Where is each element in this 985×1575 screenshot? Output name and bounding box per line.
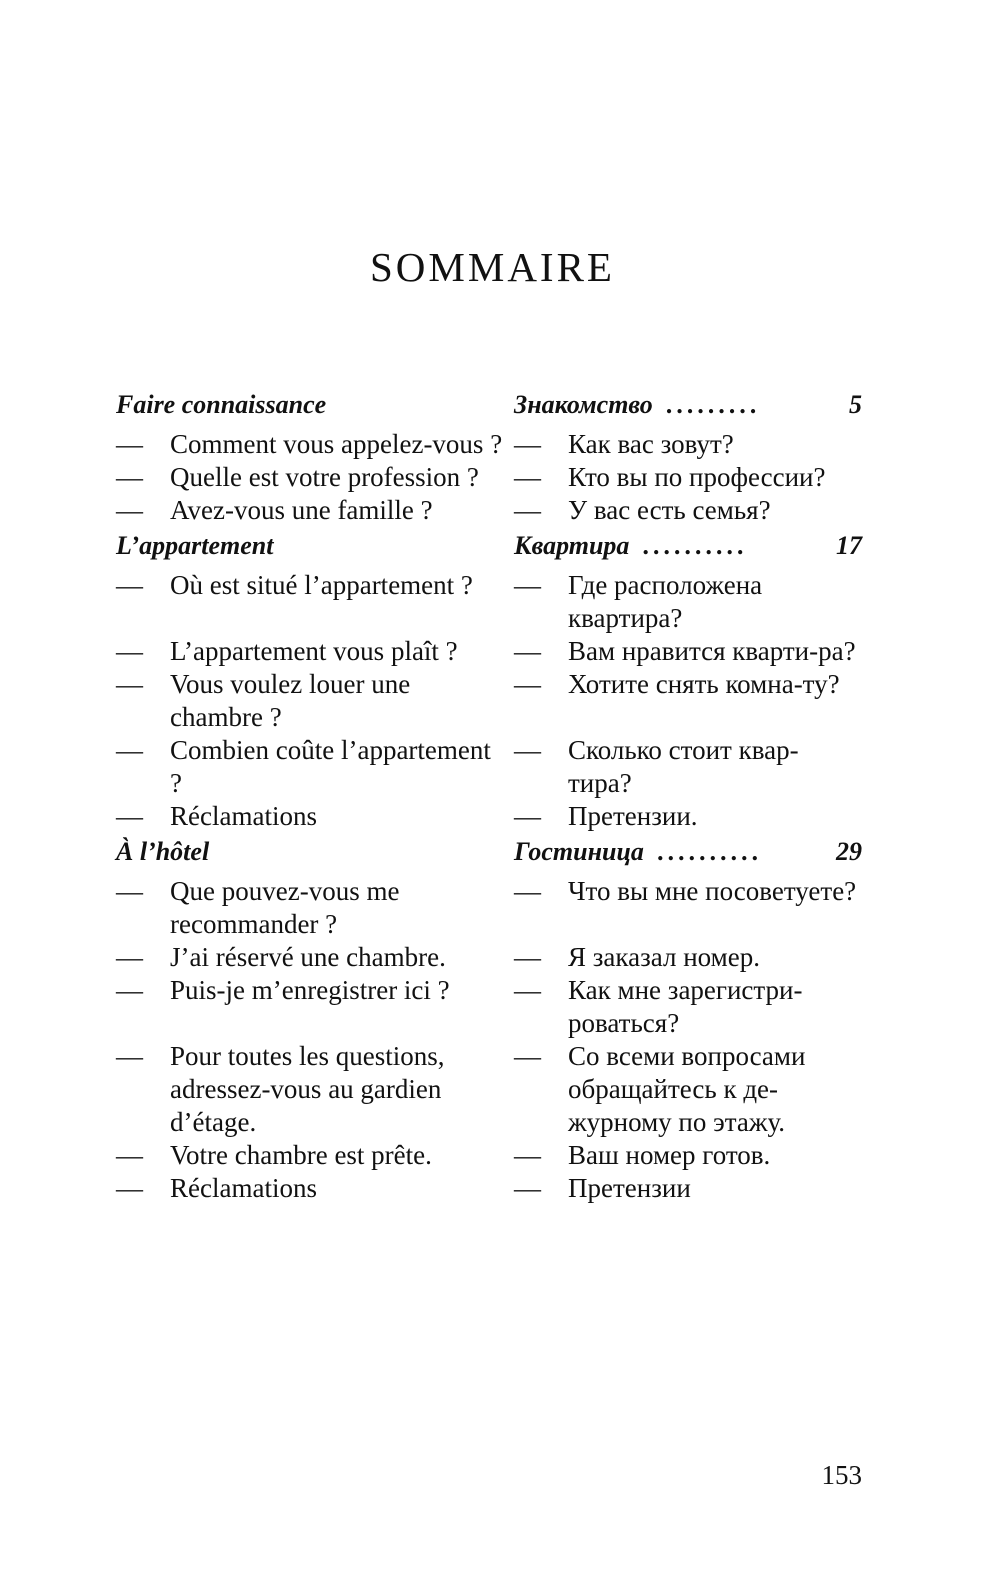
toc-row: [116, 800, 862, 833]
section-heading-ru-line[interactable]: [514, 835, 862, 869]
entry-text-fr: Quelle est votre profession ?: [170, 462, 479, 492]
dash-bullet: —: [116, 495, 143, 525]
entry-text-ru: Вам нравится кварти-ра?: [568, 636, 856, 666]
toc-section-faire-connaissance: [116, 388, 862, 527]
entry-text-ru: Претензии.: [568, 801, 698, 831]
entry-text-ru: Я заказал номер.: [568, 942, 760, 972]
entry-text-fr: Vous voulez louer une chambre ?: [170, 669, 411, 732]
dash-bullet: —: [116, 735, 143, 765]
toc-entry-fr: [116, 494, 514, 527]
toc-entry-ru: [514, 1139, 862, 1172]
entry-text-fr: Pour toutes les questions, adressez-vous au gardien d’étage.: [170, 1041, 445, 1137]
dash-bullet: —: [514, 876, 541, 906]
section-heading-row: [116, 388, 862, 422]
entry-text-ru: Кто вы по профессии?: [568, 462, 826, 492]
toc-entry-fr: [116, 428, 514, 461]
toc-entry-fr: [116, 635, 514, 668]
toc-row: [116, 569, 862, 635]
toc-entry-fr: [116, 734, 514, 800]
dash-bullet: —: [116, 669, 143, 699]
toc-entry-fr: [116, 569, 514, 635]
section-heading-ru-line[interactable]: [514, 529, 862, 563]
dash-bullet: —: [514, 1173, 541, 1203]
toc-entry-ru: [514, 494, 862, 527]
entry-text-ru: Как вас зовут?: [568, 429, 734, 459]
dash-bullet: —: [514, 1140, 541, 1170]
entry-text-ru: Ваш номер готов.: [568, 1140, 771, 1170]
entry-text-ru: Где расположена квартира?: [568, 570, 763, 633]
toc-entry-ru: [514, 941, 862, 974]
section-heading-row: [116, 529, 862, 563]
dash-bullet: —: [116, 975, 143, 1005]
dash-bullet: —: [514, 495, 541, 525]
section-heading-ru: Гостиница: [514, 837, 644, 866]
dash-bullet: —: [514, 942, 541, 972]
toc-row: [116, 635, 862, 668]
dash-bullet: —: [514, 801, 541, 831]
toc-row: [116, 974, 862, 1040]
entry-text-ru: У вас есть семья?: [568, 495, 771, 525]
dash-bullet: —: [116, 942, 143, 972]
entry-text-fr: L’appartement vous plaît ?: [170, 636, 458, 666]
toc-row: [116, 734, 862, 800]
section-heading-fr: À l’hôtel: [116, 837, 210, 866]
toc-row: [116, 1040, 862, 1139]
toc-entry-ru: [514, 875, 862, 941]
toc-row: [116, 668, 862, 734]
toc-entry-fr: [116, 668, 514, 734]
dash-bullet: —: [514, 570, 541, 600]
dash-bullet: —: [116, 462, 143, 492]
dash-bullet: —: [514, 1041, 541, 1071]
toc-entry-ru: [514, 569, 862, 635]
toc-entry-fr: [116, 1139, 514, 1172]
toc-row: [116, 941, 862, 974]
dash-bullet: —: [116, 1173, 143, 1203]
toc-entry-fr: [116, 461, 514, 494]
dot-leader: ..........: [643, 531, 749, 560]
toc-entry-fr: [116, 800, 514, 833]
toc-entry-ru: [514, 1040, 862, 1139]
section-heading-fr: Faire connaissance: [116, 390, 327, 419]
section-page-number: 29: [836, 837, 862, 866]
toc-row: [116, 875, 862, 941]
section-heading-row: [116, 835, 862, 869]
dot-leader: ..........: [657, 837, 763, 866]
toc-entry-ru: [514, 974, 862, 1040]
entry-text-fr: Où est situé l’appartement ?: [170, 570, 473, 600]
toc-entry-fr: [116, 875, 514, 941]
entry-text-fr: Puis-je m’enregistrer ici ?: [170, 975, 450, 1005]
entry-text-ru: Претензии: [568, 1173, 691, 1203]
section-heading-ru: Квартира: [514, 531, 630, 560]
dash-bullet: —: [116, 570, 143, 600]
toc-row: [116, 494, 862, 527]
dash-bullet: —: [514, 669, 541, 699]
dash-bullet: —: [116, 801, 143, 831]
toc-entry-ru: [514, 461, 862, 494]
dash-bullet: —: [116, 1041, 143, 1071]
dash-bullet: —: [514, 975, 541, 1005]
entry-text-fr: Avez-vous une famille ?: [170, 495, 433, 525]
toc-section-hotel: [116, 835, 862, 1205]
toc-entry-fr: [116, 974, 514, 1040]
toc-entry-ru: [514, 428, 862, 461]
entry-text-fr: J’ai réservé une chambre.: [170, 942, 446, 972]
dash-bullet: —: [116, 636, 143, 666]
toc-entry-fr: [116, 941, 514, 974]
entry-text-ru: Как мне зарегистри-роваться?: [568, 975, 803, 1038]
dash-bullet: —: [514, 636, 541, 666]
toc-entry-ru: [514, 800, 862, 833]
entry-text-ru: Что вы мне посоветуете?: [568, 876, 857, 906]
entry-text-ru: Сколько стоит квар-тира?: [568, 735, 799, 798]
toc-entry-ru: [514, 635, 862, 668]
entry-text-fr: Combien coûte l’appartement ?: [170, 735, 491, 798]
entry-text-fr: Comment vous appelez-vous ?: [170, 429, 503, 459]
dot-leader: .........: [666, 390, 762, 419]
toc-entry-ru: [514, 1172, 862, 1205]
entry-text-fr: Que pouvez-vous me recommander ?: [170, 876, 400, 939]
toc-row: [116, 1139, 862, 1172]
page-title: SOMMAIRE: [370, 244, 615, 290]
dash-bullet: —: [514, 462, 541, 492]
dash-bullet: —: [514, 735, 541, 765]
table-of-contents: [116, 388, 862, 1207]
dash-bullet: —: [116, 876, 143, 906]
toc-row: [116, 1172, 862, 1205]
entry-text-ru: Хотите снять комна-ту?: [568, 669, 840, 699]
section-heading-ru: Знакомство: [514, 390, 653, 419]
toc-entry-fr: [116, 1172, 514, 1205]
section-heading-ru-line[interactable]: [514, 388, 862, 422]
dash-bullet: —: [116, 1140, 143, 1170]
entry-text-fr: Réclamations: [170, 801, 317, 831]
dash-bullet: —: [514, 429, 541, 459]
section-page-number: 5: [849, 390, 862, 419]
section-page-number: 17: [836, 531, 862, 560]
entry-text-ru: Со всеми вопросами обращайтесь к де-журному по этажу.: [568, 1041, 806, 1137]
toc-row: [116, 428, 862, 461]
toc-entry-ru: [514, 734, 862, 800]
toc-row: [116, 461, 862, 494]
toc-entry-fr: [116, 1040, 514, 1139]
entry-text-fr: Votre chambre est prête.: [170, 1140, 432, 1170]
dash-bullet: —: [116, 429, 143, 459]
entry-text-fr: Réclamations: [170, 1173, 317, 1203]
toc-entry-ru: [514, 668, 862, 734]
page-number: 153: [821, 1460, 862, 1490]
section-heading-fr: L’appartement: [116, 531, 274, 560]
toc-section-appartement: [116, 529, 862, 833]
